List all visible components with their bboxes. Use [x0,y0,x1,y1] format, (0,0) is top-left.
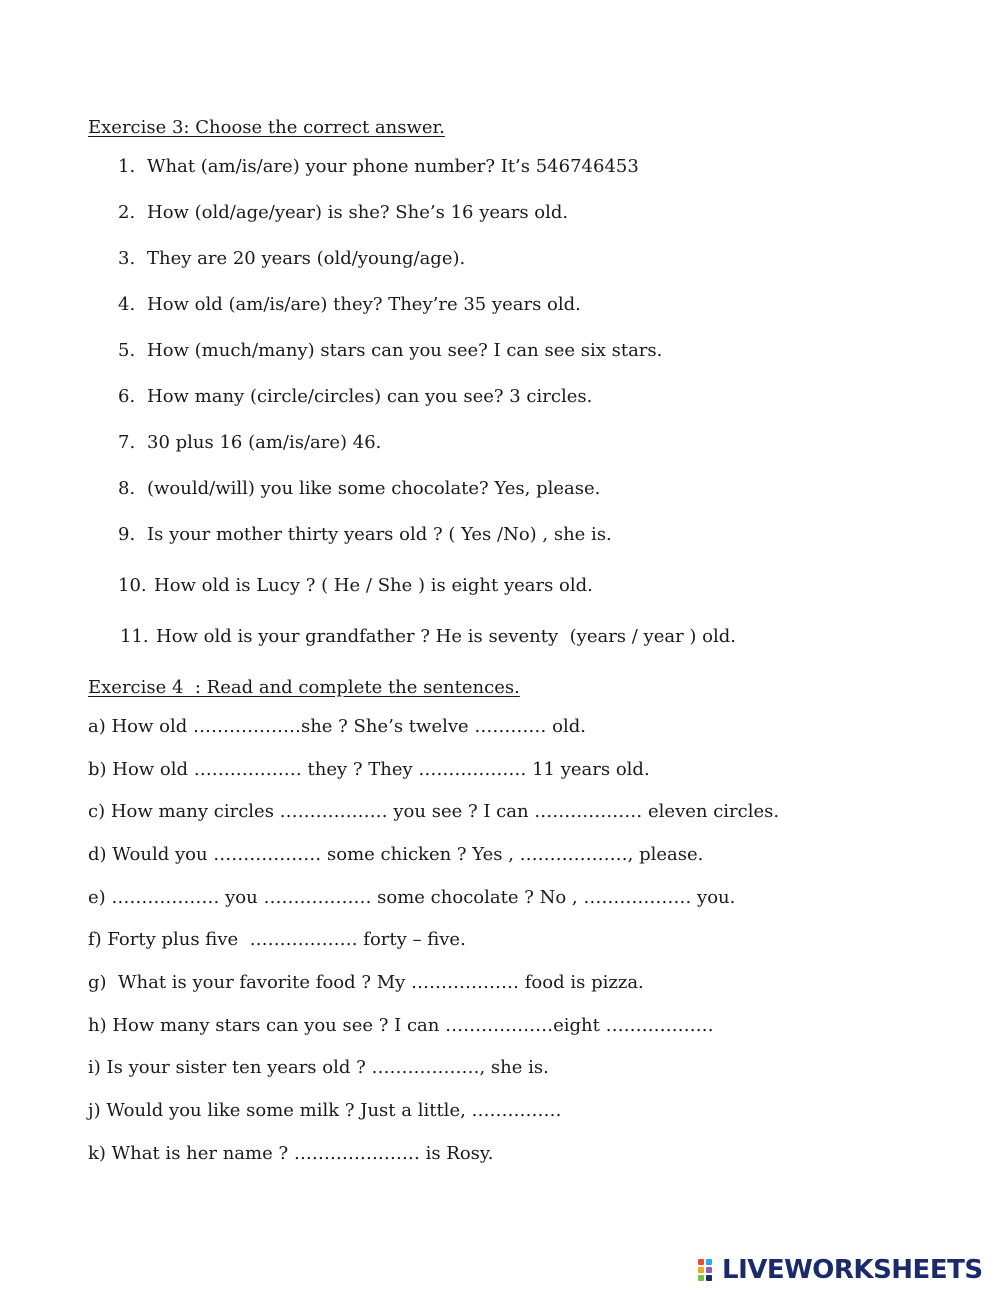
list-item: k) What is her name ? ………………… is Rosy. [88,1143,494,1164]
exercise-4-title: Exercise 4 : Read and complete the sentences. [88,677,520,698]
list-item: 7. 30 plus 16 (am/is/are) 46. [118,432,382,453]
list-item: 11. How old is your grandfather ? He is seventy (years / year ) old. [120,626,737,647]
list-item: 3. They are 20 years (old/young/age). [118,248,466,269]
list-item: 10. How old is Lucy ? ( He / She ) is eight years old. [118,575,593,596]
list-item: 2. How (old/age/year) is she? She’s 16 years old. [118,202,569,223]
list-item: e) ……………… you ……………… some chocolate ? No , ……………… you. [88,887,736,908]
liveworksheets-logo [698,1255,994,1287]
list-item: 4. How old (am/is/are) they? They’re 35 years old. [118,294,581,315]
liveworksheets-logo-icon [698,1259,720,1283]
list-item: c) How many circles ……………… you see ? I can ……………… eleven circles. [88,801,780,822]
list-item: 8. (would/will) you like some chocolate? Yes, please. [118,478,601,499]
list-item: i) Is your sister ten years old ? ………………, she is. [88,1057,549,1078]
list-item: b) How old ……………… they ? They ……………… 11 years old. [88,759,650,780]
list-item: d) Would you ……………… some chicken ? Yes , ………………, please. [88,844,704,865]
list-item: g) What is your favorite food ? My ……………… food is pizza. [88,972,644,993]
logo-wordmark: LIVEWORKSHEETS [722,1255,983,1285]
list-item: 6. How many (circle/circles) can you see? 3 circles. [118,386,593,407]
list-item: h) How many stars can you see ? I can ………………eight ……………… [88,1015,714,1036]
list-item: 5. How (much/many) stars can you see? I can see six stars. [118,340,663,361]
list-item: f) Forty plus five ……………… forty – five. [88,929,466,950]
list-item: 9. Is your mother thirty years old ? ( Yes /No) , she is. [118,524,612,545]
list-item: j) Would you like some milk ? Just a little, …………… [88,1100,562,1121]
list-item: 1. What (am/is/are) your phone number? It’s 546746453 [118,156,639,177]
exercise-3-title: Exercise 3: Choose the correct answer. [88,117,445,138]
list-item: a) How old ………………she ? She’s twelve ………… old. [88,716,586,737]
